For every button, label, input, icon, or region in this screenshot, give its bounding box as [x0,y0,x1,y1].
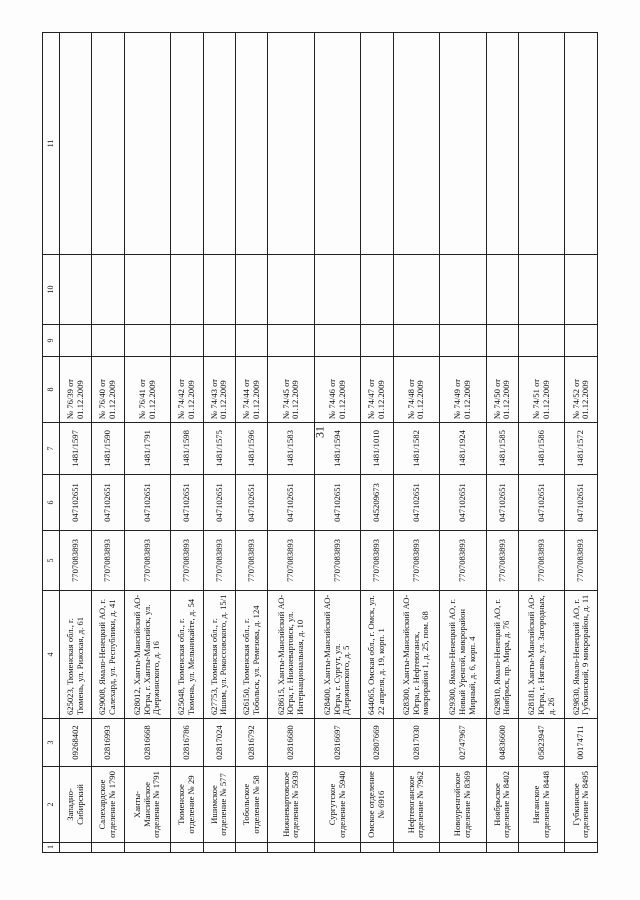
col11-cell [519,33,565,255]
reg-number-cell: 1481/1586 [519,423,565,475]
col9-cell [440,325,486,357]
bik-cell: 047102651 [314,475,360,531]
okpo-cell: 02816697 [314,719,360,767]
okpo-cell: 02807669 [361,719,393,767]
table-body [60,33,598,853]
inn-cell: 7707083893 [124,531,170,591]
column-header: 2 [43,767,60,843]
col10-cell [236,255,268,325]
inn-cell: 7707083893 [203,531,235,591]
table-row [60,33,92,853]
reg-number-cell: 1481/1594 [314,423,360,475]
inn-cell: 7707083893 [361,531,393,591]
row-number-cell [236,843,268,853]
row-number-cell [519,843,565,853]
col9-cell [565,325,598,357]
row-number-cell [393,843,439,853]
reg-number-cell: 1481/1597 [60,423,92,475]
inn-cell: 7707083893 [236,531,268,591]
col11-cell [203,33,235,255]
inn-cell: 7707083893 [565,531,598,591]
table-row [124,33,170,853]
branches-table [42,32,598,853]
bik-cell: 047102651 [203,475,235,531]
branch-name-cell: Омское отделение № 6916 [361,767,393,843]
column-header: 7 [43,423,60,475]
bik-cell: 047102651 [565,475,598,531]
okpo-cell: 02816680 [268,719,314,767]
branch-name-cell: Ханты-Мансийское отделение № 1791 [124,767,170,843]
branch-name-cell: Салехардское отделение № 1790 [92,767,124,843]
inn-cell: 7707083893 [440,531,486,591]
col11-cell [393,33,439,255]
column-header: 10 [43,255,60,325]
okpo-cell: 02747967 [440,719,486,767]
col11-cell [268,33,314,255]
branch-name-cell: Западно-Сибирский [60,767,92,843]
table-row [519,33,565,853]
row-number-cell [171,843,203,853]
table-row [314,33,360,853]
address-cell: 628615, Ханты-Мансийский АО-Югра, г. Нижневартовск, ул. Интернациональная, д. 10 [268,591,314,719]
document-cell: № 74/48 от 01.12.2009 [393,357,439,423]
reg-number-cell: 1481/1590 [92,423,124,475]
branch-name-cell: Новоуренгойское отделение № 8369 [440,767,486,843]
col11-cell [236,33,268,255]
col9-cell [393,325,439,357]
address-cell: 629008, Ямало-Ненецкий АО, г. Салехард, ул. Республики, д. 41 [92,591,124,719]
col11-cell [486,33,518,255]
inn-cell: 7707083893 [60,531,92,591]
row-number-cell [440,843,486,853]
col10-cell [486,255,518,325]
bik-cell: 047102651 [486,475,518,531]
reg-number-cell: 1481/1924 [440,423,486,475]
column-header: 11 [43,33,60,255]
document-cell: № 74/49 от 01.12.2009 [440,357,486,423]
col11-cell [92,33,124,255]
column-header: 1 [43,843,60,853]
col10-cell [519,255,565,325]
table-header-row [43,33,60,853]
bik-cell: 047102651 [171,475,203,531]
inn-cell: 7707083893 [171,531,203,591]
okpo-cell: 02817030 [393,719,439,767]
branch-name-cell: Сургутское отделение № 5940 [314,767,360,843]
col10-cell [361,255,393,325]
branch-name-cell: Нижневартовское отделение № 5939 [268,767,314,843]
col11-cell [314,33,360,255]
reg-number-cell: 1481/1583 [268,423,314,475]
document-cell: № 74/45 от 01.12.2009 [268,357,314,423]
table-row [361,33,393,853]
address-cell: 628400, Ханты-Мансийский АО-Югра, г. Сургут, ул. Дзержинского, д. 5 [314,591,360,719]
inn-cell: 7707083893 [92,531,124,591]
branch-name-cell: Ноябрьское отделение № 8402 [486,767,518,843]
col10-cell [268,255,314,325]
inn-cell: 7707083893 [519,531,565,591]
col9-cell [60,325,92,357]
bik-cell: 047102651 [60,475,92,531]
column-header: 9 [43,325,60,357]
row-number-cell [124,843,170,853]
document-cell: № 74/47 от 01.12.2009 [361,357,393,423]
document-cell: № 74/43 от 01.12.2009 [203,357,235,423]
document-cell: № 74/42 от 01.12.2009 [171,357,203,423]
col9-cell [486,325,518,357]
address-cell: 628012, Ханты-Мансийский АО-Югра, г. Ханты-Мансийск, ул. Дзержинского, д. 16 [124,591,170,719]
address-cell: 628300, Ханты-Мансийский АО-Югра, г. Нефтеюганск, микрорайон 1, д. 25, пом. 68 [393,591,439,719]
okpo-cell: 02816668 [124,719,170,767]
address-cell: 626150, Тюменская обл., г. Тобольск, ул. Ремезова, д. 124 [236,591,268,719]
okpo-cell: 00174711 [565,719,598,767]
col11-cell [171,33,203,255]
col9-cell [268,325,314,357]
reg-number-cell: 1481/1575 [203,423,235,475]
branch-name-cell: Ишимское отделение № 577 [203,767,235,843]
col9-cell [519,325,565,357]
document-cell: № 76/41 от 01.12.2009 [124,357,170,423]
col9-cell [203,325,235,357]
address-cell: 629810, Ямало-Ненецкий АО, г. Ноябрьск, пр. Мира, д. 76 [486,591,518,719]
reg-number-cell: 1481/1598 [171,423,203,475]
table-row [440,33,486,853]
okpo-cell: 02816786 [171,719,203,767]
column-header: 5 [43,531,60,591]
table-row [565,33,598,853]
col9-cell [124,325,170,357]
okpo-cell: 04836600 [486,719,518,767]
col9-cell [236,325,268,357]
table-row [393,33,439,853]
reg-number-cell: 1481/1582 [393,423,439,475]
table-row [236,33,268,853]
address-cell: 628181, Ханты-Мансийский АО-Югра, г. Нягань, ул. Загородных, д. 26 [519,591,565,719]
branch-name-cell: Тобольское отделение № 58 [236,767,268,843]
address-cell: 629300, Ямало-Ненецкий АО, г. Новый Уренгой, микрорайон Мирный, д. 6, корп. 4 [440,591,486,719]
bik-cell: 047102651 [92,475,124,531]
bik-cell: 047102651 [440,475,486,531]
column-header: 8 [43,357,60,423]
okpo-cell: 09268402 [60,719,92,767]
column-header: 4 [43,591,60,719]
branch-name-cell: Няганское отделение № 8448 [519,767,565,843]
reg-number-cell: 1481/1010 [361,423,393,475]
document-cell: № 74/44 от 01.12.2009 [236,357,268,423]
col10-cell [171,255,203,325]
address-cell: 625048, Тюменская обл., г. Тюмень, ул. Мельникайте, д. 54 [171,591,203,719]
col11-cell [565,33,598,255]
col9-cell [171,325,203,357]
col10-cell [92,255,124,325]
inn-cell: 7707083893 [486,531,518,591]
table-row [171,33,203,853]
col9-cell [92,325,124,357]
table-row [92,33,124,853]
okpo-cell: 02816792 [236,719,268,767]
document-cell: № 76/40 от 01.12.2009 [92,357,124,423]
row-number-cell [361,843,393,853]
col10-cell [60,255,92,325]
okpo-cell: 02817024 [203,719,235,767]
branch-name-cell: Нефтеюганское отделение № 7962 [393,767,439,843]
address-cell: 629830, Ямало-Ненецкий АО, г. Губкинский, 9 микрорайон, д. 11 [565,591,598,719]
table-row [268,33,314,853]
okpo-cell: 02816993 [92,719,124,767]
document-cell: № 74/52 от 01.12.2009 [565,357,598,423]
address-cell: 625023, Тюменская обл., г. Тюмень, ул. Рижская, д. 61 [60,591,92,719]
document-cell: № 74/51 от 01.12.2009 [519,357,565,423]
col11-cell [440,33,486,255]
reg-number-cell: 1481/1596 [236,423,268,475]
inn-cell: 7707083893 [393,531,439,591]
col9-cell [361,325,393,357]
okpo-cell: 05823947 [519,719,565,767]
row-number-cell [565,843,598,853]
row-number-cell [203,843,235,853]
document-cell: № 76/39 от 01.12.2009 [60,357,92,423]
row-number-cell [486,843,518,853]
inn-cell: 7707083893 [314,531,360,591]
col10-cell [314,255,360,325]
reg-number-cell: 1481/1572 [565,423,598,475]
page-number: 31 [312,426,327,438]
address-cell: 627753, Тюменская обл., г. Ишим, ул. Рокоссовского, д. 15/1 [203,591,235,719]
column-header: 3 [43,719,60,767]
bik-cell: 047102651 [268,475,314,531]
table-row [203,33,235,853]
address-cell: 644065, Омская обл., г. Омск, ул. 22 апреля, д. 19, корп. 1 [361,591,393,719]
row-number-cell [92,843,124,853]
row-number-cell [268,843,314,853]
reg-number-cell: 1481/1791 [124,423,170,475]
inn-cell: 7707083893 [268,531,314,591]
col10-cell [440,255,486,325]
col11-cell [361,33,393,255]
col10-cell [203,255,235,325]
col11-cell [124,33,170,255]
document-cell: № 74/50 от 01.12.2009 [486,357,518,423]
col10-cell [393,255,439,325]
bik-cell: 047102651 [519,475,565,531]
col10-cell [124,255,170,325]
row-number-cell [60,843,92,853]
col11-cell [60,33,92,255]
bik-cell: 047102651 [124,475,170,531]
col10-cell [565,255,598,325]
branch-name-cell: Тюменское отделение № 29 [171,767,203,843]
rotated-table-wrapper [42,33,598,853]
bik-cell: 045209673 [361,475,393,531]
bik-cell: 047102651 [393,475,439,531]
table-row [486,33,518,853]
reg-number-cell: 1481/1585 [486,423,518,475]
column-header: 6 [43,475,60,531]
document-cell: № 74/46 от 01.12.2009 [314,357,360,423]
col9-cell [314,325,360,357]
row-number-cell [314,843,360,853]
bik-cell: 047102651 [236,475,268,531]
branch-name-cell: Губкинское отделение № 8495 [565,767,598,843]
